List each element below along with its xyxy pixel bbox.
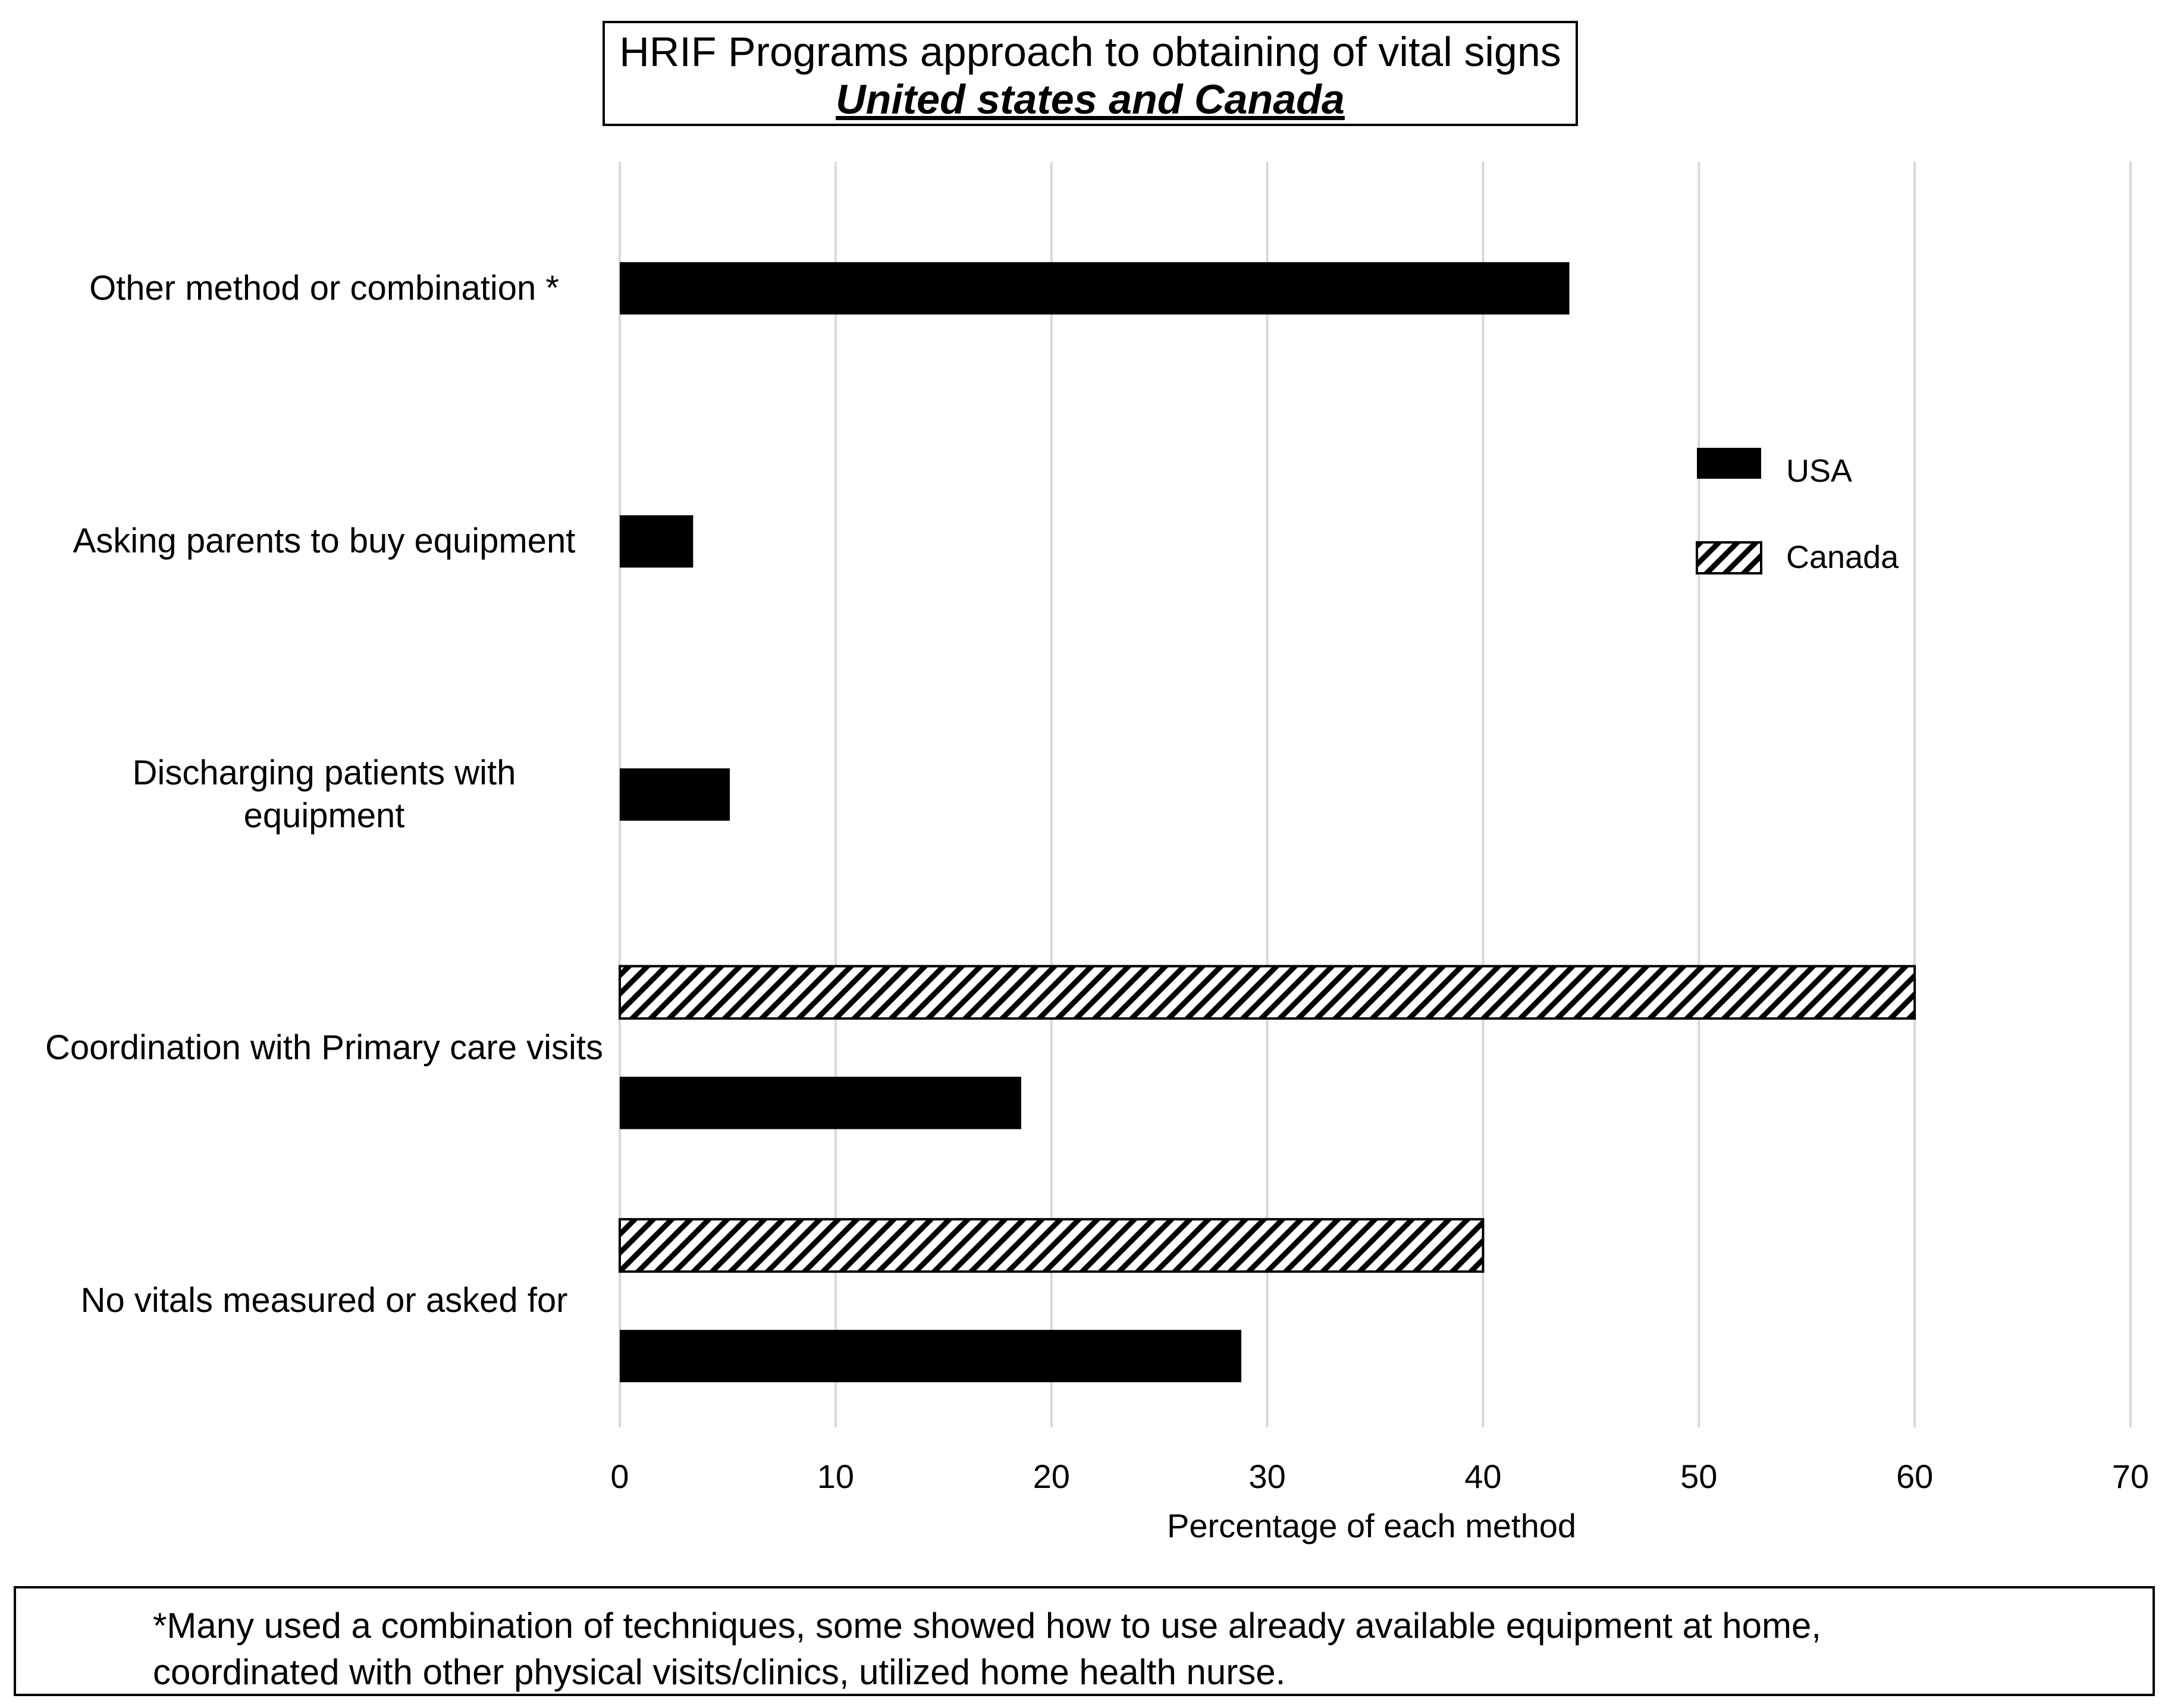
category-label [15,752,633,837]
chart-title-box [603,21,1578,126]
category-label [15,520,633,563]
category-label [15,267,633,310]
x-tick-label: 30 [1248,1458,1286,1495]
legend-label-usa: USA [1786,453,1853,489]
x-tick-label: 10 [817,1458,855,1495]
bar-canada [620,966,1915,1019]
bar-usa [620,1077,1021,1129]
footnote-line-2: coordinated with other physical visits/clinics, utilized home health nurse. [153,1652,1286,1692]
bar-usa [620,1330,1241,1382]
x-tick-label: 0 [610,1458,629,1495]
category-label-line: Discharging patients with [132,753,516,792]
category-label-line: Other method or combination * [89,268,559,307]
chart-title: HRIF Programs approach to obtaining of vital signs [619,29,1561,75]
x-tick-label: 70 [2111,1458,2150,1495]
x-tick-label: 20 [1033,1458,1070,1495]
bar-canada [620,1219,1483,1271]
x-axis-label: Percentage of each method [1166,1507,1577,1544]
x-tick-label: 40 [1464,1458,1502,1495]
legend-swatch-usa [1697,448,1761,479]
category-label-line: No vitals measured or asked for [80,1281,568,1320]
chart-subtitle: United states and Canada [836,76,1345,123]
category-label [15,1279,633,1322]
bar-usa [620,262,1570,315]
x-tick-label: 50 [1680,1458,1718,1495]
footnote-box [14,1586,2155,1696]
category-label-line: equipment [243,796,405,835]
bar-usa [620,768,730,821]
x-axis-ticks [610,1458,2149,1495]
legend-swatch-canada [1697,542,1761,573]
category-label-line: Coordination with Primary care visits [45,1028,603,1067]
category-label-line: Asking parents to buy equipment [73,522,576,561]
footnote-line-1: *Many used a combination of techniques, some showed how to use already available equipment at home, [153,1606,1822,1646]
category-label [15,1026,633,1069]
legend-label-canada: Canada [1786,539,1899,575]
x-tick-label: 60 [1896,1458,1934,1495]
legend [1697,448,1899,575]
